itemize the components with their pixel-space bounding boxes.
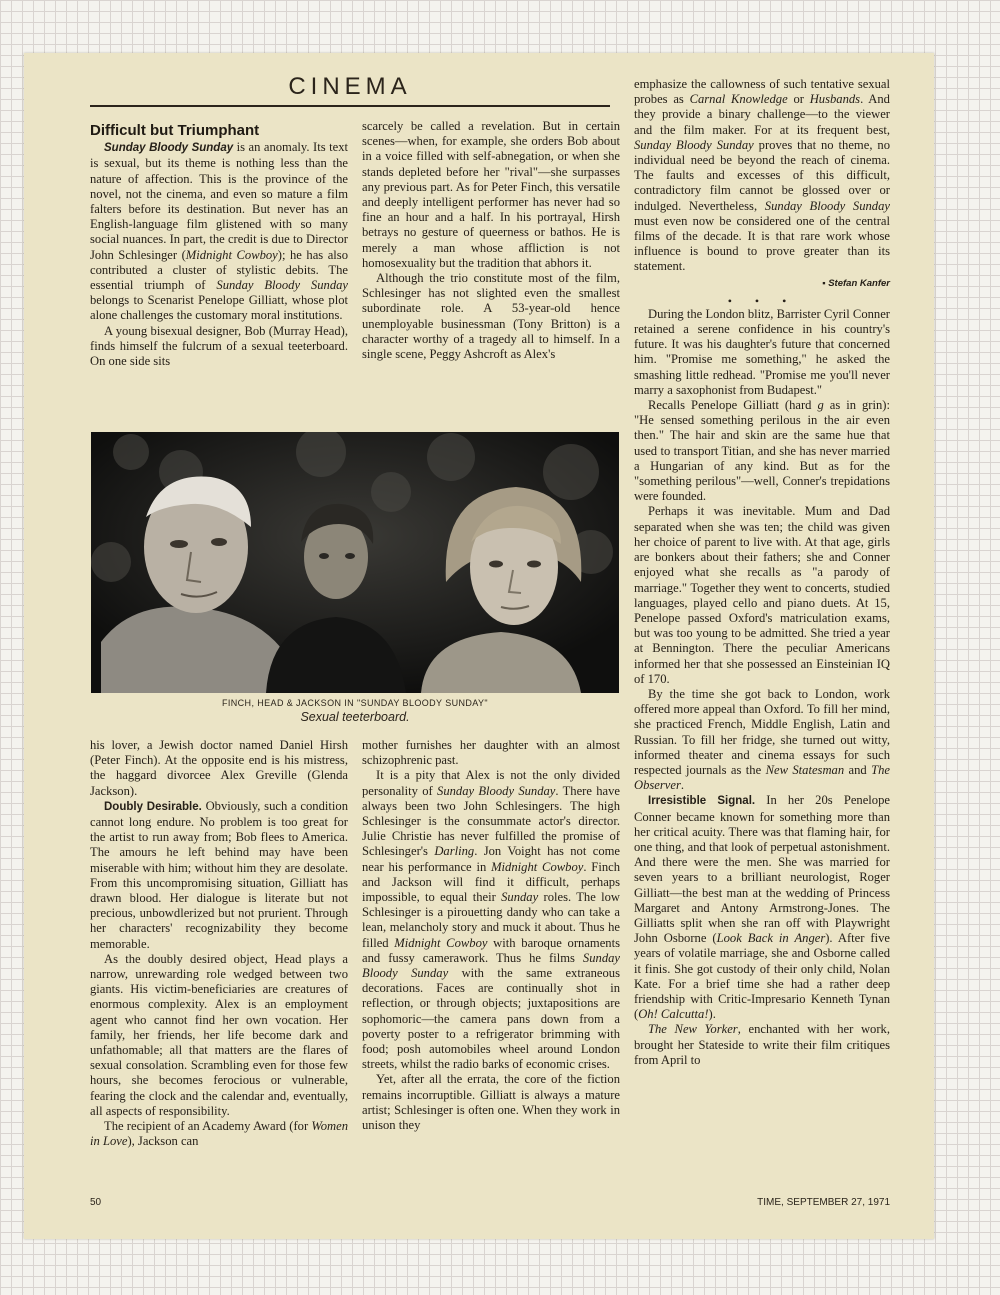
paragraph	[634, 687, 890, 793]
column-1-bottom	[90, 738, 348, 1149]
text-run: proves that no theme, no individual need be beyond the reach of cinema. The faults and excesses of this difficult, contradictory film cannot be glossed over or indulged. Nevertheless,	[634, 137, 891, 213]
film-still-photo	[91, 432, 619, 693]
text-run: ), Jackson can	[127, 1134, 199, 1149]
text-run: scarcely be called a revelation. But in certain scenes—when, for example, she orders Bob about in a voice filled with self-abnegation, or when she stands depleted before her "rival"—she surpasses any previous part. As for Peter Finch, this versatile and deeply intelligent performer has never had so fine an hour and a half. In his portrayal, Hirsh betrays no gesture of queerness or bathos. He is merely a man whose affliction is not homosexuality but the tradition that abhors it.	[362, 119, 620, 270]
section-heading: CINEMA	[288, 73, 412, 100]
text-run: Sunday Bloody Sunday	[104, 142, 234, 155]
text-run: In her 20s Penelope Conner became known for something more than her critical acuity. There was that flaming hair, for one thing, and that look of perpetual astonishment. And there were the men. She was married for seven years to a brilliant neurologist, Roger Gilliatt—the best man at the wedding of Princess Margaret and Antony Armstrong-Jones. The Gilliatts split when she ran off with Playwright John Osborne (	[634, 793, 890, 946]
paragraph	[362, 1072, 620, 1133]
text-run: Oh! Calcutta!	[638, 1007, 709, 1022]
paragraph	[90, 140, 348, 323]
paragraph	[90, 324, 348, 370]
text-run: as in grin): "He sensed something perilous in the air even then." The hair and skin are the same hue that used to transport Titian, and she has never married a Hungarian of any kind. But as for the "something perilous"—well, Conner's trepidations were founded.	[634, 398, 890, 504]
byline: ▪ Stefan Kanfer	[822, 277, 890, 289]
text-run: Midnight Cowboy	[185, 247, 278, 262]
text-run: .	[680, 778, 685, 793]
text-run: mother furnishes her daughter with an almost schizophrenic past.	[362, 738, 620, 768]
text-run: . Finch and Jackson will find it difficult, perhaps impossible, to equal their	[362, 859, 620, 905]
paragraph	[634, 398, 890, 504]
text-run: emphasize the callowness of such tentative sexual probes as	[634, 77, 890, 107]
text-run: The New Yorker	[648, 1022, 738, 1037]
text-run: Sunday	[501, 890, 539, 905]
text-run: with the same extraneous decorations. Faces are continually shot in reflection, or through objects; juxtapositions are sophomoric—the camera pans down from a poverty poster to a refrigerator brimming with food; posh automobiles wheel around London streets, whilst the radio barks of economic crises.	[362, 966, 620, 1072]
text-run: During the London blitz, Barrister Cyril Conner retained a serene confidence in his country's future. It was his daughter's future that concerned him. "Promise me something," he asked the smashing little redhead. "Promise me you'll never marry a saxophonist from Budapest."	[634, 306, 890, 397]
text-run: The Observer	[634, 762, 891, 793]
paragraph	[362, 768, 620, 1072]
text-run: It is a pity that Alex is not the only divided personality of	[362, 768, 620, 798]
issue-date: TIME, SEPTEMBER 27, 1971	[757, 1197, 890, 1208]
text-run: New Statesman	[765, 762, 845, 777]
paragraph	[90, 799, 348, 952]
paragraph	[90, 952, 348, 1119]
column-2-bottom	[362, 738, 620, 1133]
page-number: 50	[90, 1197, 102, 1208]
text-run: Perhaps it was inevitable. Mum and Dad separated when she was ten; the child was given her choice of parent to live with. At that age, girls are bonkers about their fathers; she and Conner enjoyed what she recalls as "a parody of marriage." Together they went to concerts, studied languages, played cello and piano duets. At 15, Penelope passed Oxford's matriculation exams, but was too young to be admitted. She tried a year at Bennington. There the peculiar Americans informed her that she possessed an Einsteinian IQ of 170.	[634, 504, 890, 686]
paragraph	[90, 738, 348, 799]
text-run: Recalls Penelope Gilliatt (hard	[648, 398, 818, 413]
paragraph	[634, 77, 890, 275]
paragraph	[634, 307, 890, 398]
photo-subcaption: Sexual teeterboard.	[300, 710, 410, 724]
text-run: Sunday Bloody Sunday	[216, 278, 348, 293]
text-run: is an anomaly. Its text is sexual, but its theme is nothing less than the nature of affection. This is the province of the novel, not the cinema, and even so mature a film falters before its destination. But never has an English-language film glistened with so many social nuances. In part, the credit is due to Director John Schlesinger (	[90, 140, 348, 262]
text-run: ); he has also contributed a cluster of stylistic debits. The essential triumph of	[90, 247, 348, 293]
text-run: and	[844, 762, 872, 777]
paragraph	[362, 738, 620, 768]
column-3	[634, 77, 890, 1068]
text-run: Midnight Cowboy	[394, 935, 488, 950]
text-run: By the time she got back to London, work offered more appeal than Oxford. To fill her mind, she practiced French, Middle English, Latin and Russian. To fill her fridge, she turned out witty, informed theater and cinema essays for such respected journals as the	[634, 686, 890, 777]
magazine-clipping	[24, 53, 934, 1239]
text-run: Darling	[434, 844, 475, 859]
text-run: Husbands	[809, 92, 861, 107]
text-run: g	[817, 398, 824, 413]
text-run: . There have always been two John Schlesingers. The high Schlesinger is the consummate actor's director. Julie Christie has never fulfilled the promise of Schlesinger's	[362, 783, 620, 859]
text-run: Doubly Desirable.	[104, 800, 202, 813]
text-run: . Jon Voight has not come near his performance in	[362, 844, 621, 874]
text-run: , enchanted with her work, brought her Stateside to write their film critiques from April to	[634, 1022, 890, 1067]
column-2-top	[362, 119, 620, 362]
article-headline: Difficult but Triumphant	[90, 122, 260, 139]
text-run: roles. The low Schlesinger is a pirouetting dandy who can take a lean, melancholy story and muck it about. Thus he filled	[362, 890, 620, 950]
paragraph	[634, 1022, 890, 1068]
text-run: Irresistible Signal.	[648, 795, 756, 808]
text-run: Sunday Bloody Sunday	[437, 783, 556, 798]
text-run: ). After five years of volatile marriage, she and Osborne called it finis. She got custody of their only child, Nolan Kate. For a brief time she had a rather deep friendship with Critic-Impresario Kenneth Tynan (	[634, 931, 890, 1022]
text-run: Although the trio constitute most of the film, Schlesinger has not slighted even the smallest subordinate role. A 53-year-old hence unemployable businessman (Tony Britton) is a character worthy of a tragedy all to himself. In a single scene, Peggy Ashcroft as Alex's	[362, 271, 620, 362]
text-run: As the doubly desired object, Head plays a narrow, unrewarding role wedged between two giants. His victim-beneficiaries are creatures of enormous complexity. Alex is an employment agent who cannot find her own vocation. Her family, her friends, her life become dark and unfathomable; all that matters are the flares of sexual consolation. Scrambling even for those few hours, she becomes ferocious or vulnerable, fearing the clock and the calendar and, eventually, all aspects of responsibility.	[90, 951, 348, 1118]
text-run: Sunday Bloody Sunday	[764, 198, 890, 213]
text-run: . And they provide a binary challenge—to the viewer and the film maker. For at its frequent best,	[634, 92, 890, 137]
paragraph	[362, 119, 620, 271]
paragraph	[634, 793, 890, 1022]
photo-caption: FINCH, HEAD & JACKSON IN "SUNDAY BLOODY SUNDAY"	[221, 698, 489, 708]
text-run: Sunday Bloody Sunday	[362, 950, 620, 981]
paragraph	[362, 271, 620, 362]
text-run: Yet, after all the errata, the core of the fiction remains incorruptible. Gilliatt is always a mature artist; Schlesinger is often one. When they work in unison they	[362, 1072, 620, 1133]
text-run: Midnight Cowboy	[491, 859, 584, 874]
photo-illustration	[91, 432, 619, 693]
text-run: ).	[708, 1007, 716, 1022]
text-run: belongs to Scenarist Penelope Gilliatt, whose plot alone challenges the customary moral institutions.	[90, 293, 348, 323]
section-break: • • •	[727, 293, 797, 308]
text-run: his lover, a Jewish doctor named Daniel Hirsh (Peter Finch). At the opposite end is his mistress, the haggard divorcee Alex Greville (Glenda Jackson).	[90, 738, 348, 798]
text-run: Look Back in Anger	[716, 931, 826, 946]
text-run: Women in Love	[90, 1119, 348, 1149]
heading-rule	[90, 105, 610, 107]
paragraph	[634, 504, 890, 686]
text-run: or	[787, 92, 810, 107]
text-run: with baroque ornaments and fussy camerawork. Thus he films	[362, 935, 621, 965]
text-run: must even now be considered one of the central films of the decade. It is that rare work whose influence is bound to prove greater than its statement.	[634, 213, 890, 274]
column-1-top	[90, 119, 348, 369]
paragraph	[90, 1119, 348, 1149]
text-run: Sunday Bloody Sunday	[634, 137, 754, 152]
text-run: Carnal Knowledge	[689, 92, 788, 107]
text-run: Obviously, such a condition cannot long endure. No problem is too great for the artist to run away from; Bob flees to America. The amours he left behind may have been miserable with him; without him they are desolate. From this uncompromising situation, Gilliatt has drawn blood. Her dialogue is literate but not precious, unbowdlerized but not prurient. Through her characters' recognizability they become memorable.	[90, 798, 348, 951]
text-run: The recipient of an Academy Award (for	[104, 1119, 312, 1134]
text-run: A young bisexual designer, Bob (Murray Head), finds himself the fulcrum of a sexual teeterboard. On one side sits	[90, 323, 348, 369]
